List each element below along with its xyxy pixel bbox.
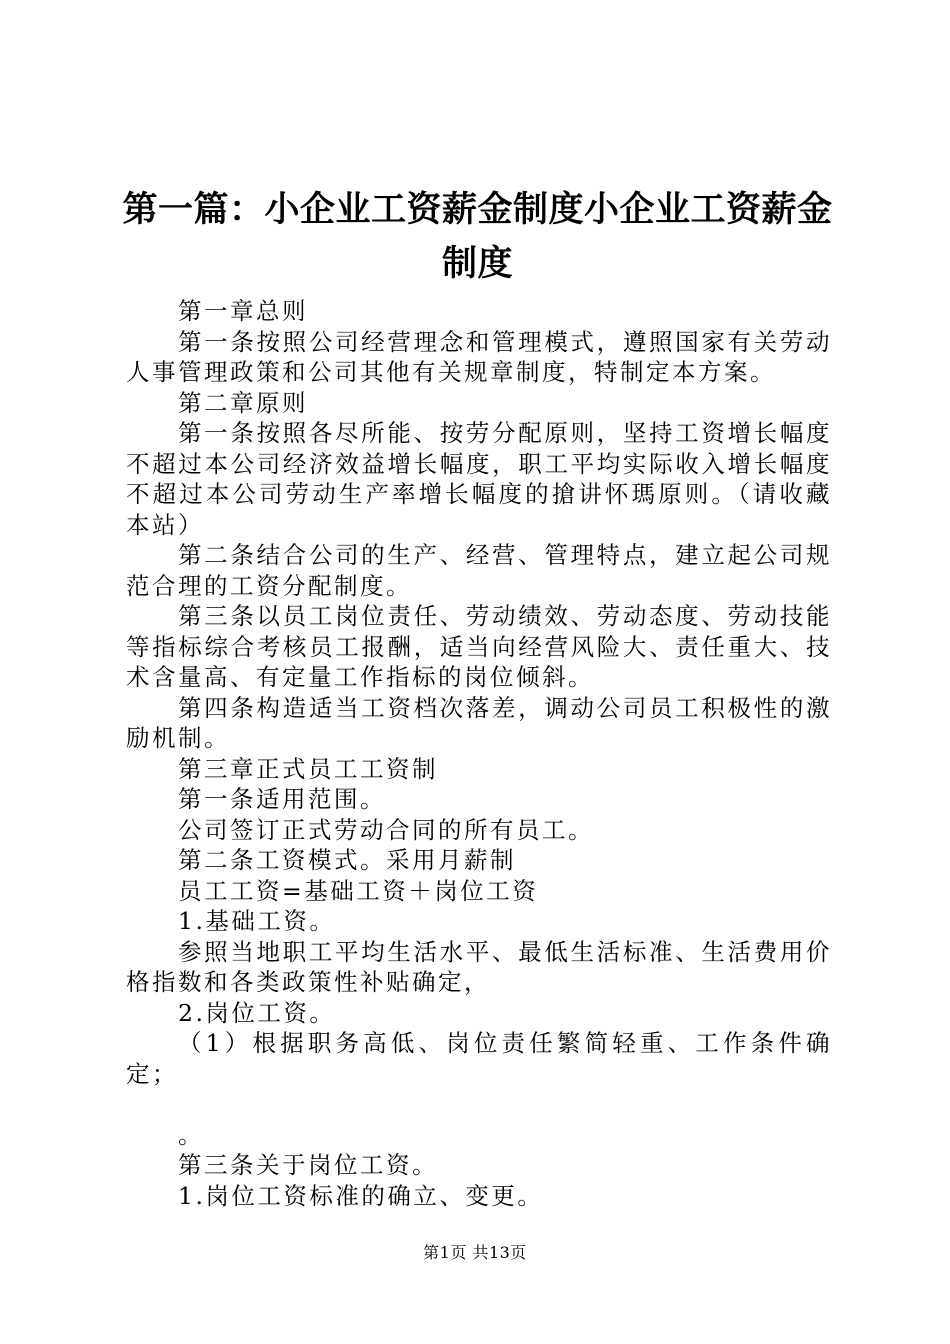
paragraph: （1）根据职务高低、岗位责任繁简轻重、工作条件确定； [126,1029,832,1088]
paragraph: 。 [178,1120,204,1149]
paragraph: 第一条按照公司经营理念和管理模式，遵照国家有关劳动人事管理政策和公司其他有关规章制度，特制定本方案。 [126,327,832,386]
paragraph: 第一章总则 [178,297,308,325]
blank-line [126,1089,832,1120]
document-body [126,296,832,1211]
paragraph: 第二条工资模式。采用月薪制 [178,846,516,874]
paragraph: 1.基础工资。 [178,907,336,935]
paragraph: 2.岗位工资。 [178,998,336,1027]
paragraph: 第二章原则 [178,388,308,417]
paragraph: 参照当地职工平均生活水平、最低生活标准、生活费用价格指数和各类政策性补贴确定， [126,937,832,996]
page-number-footer: 第1页 共13页 [423,1243,527,1262]
paragraph: 第四条构造适当工资档次落差，调动公司员工积极性的激励机制。 [126,693,832,752]
paragraph: 1.岗位工资标准的确立、变更。 [178,1181,544,1210]
paragraph: 第三章正式员工工资制 [178,754,438,783]
paragraph: 第三条关于岗位工资。 [178,1151,438,1179]
paragraph: 公司签订正式劳动合同的所有员工。 [178,815,594,844]
paragraph: 第一条适用范围。 [178,785,386,813]
document-title: 第一篇：小企业工资薪金制度小企业工资薪金制度 [122,190,833,284]
paragraph: 第三条以员工岗位责任、劳动绩效、劳动态度、劳动技能等指标综合考核员工报酬，适当向经营风险大、责任重大、技术含量高、有定量工作指标的岗位倾斜。 [126,602,832,691]
paragraph: 第一条按照各尽所能、按劳分配原则，坚持工资增长幅度不超过本公司经济效益增长幅度，职工平均实际收入增长幅度不超过本公司劳动生产率增长幅度的搶讲怀瑪原则。（请收藏本站） [126,419,832,539]
paragraph: 员工工资=基础工资＋岗位工资 [178,876,539,905]
paragraph: 第二条结合公司的生产、经营、管理特点，建立起公司规范合理的工资分配制度。 [126,541,832,600]
